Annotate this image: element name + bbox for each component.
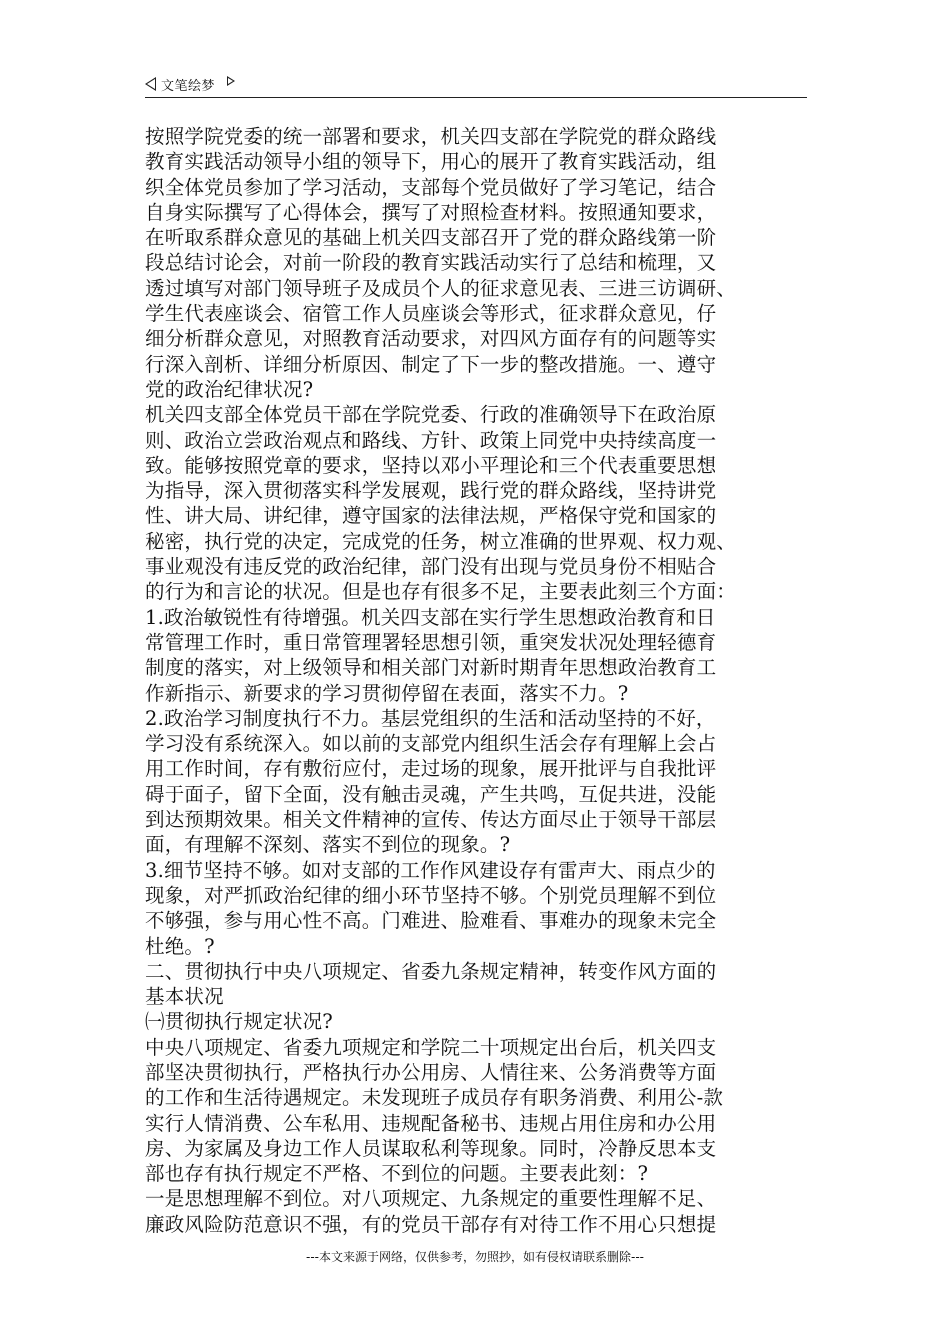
text-line: 部也存有执行规定不严格、不到位的问题。主要表此刻：? bbox=[145, 1162, 649, 1186]
text-line: 制度的落实，对上级领导和相关部门对新时期青年思想政治教育工 bbox=[145, 656, 717, 680]
triangle-left-icon bbox=[145, 77, 156, 91]
text-line: 在听取系群众意见的基础上机关四支部召开了党的群众路线第一阶 bbox=[145, 226, 717, 250]
document-body bbox=[145, 124, 813, 1237]
text-line: 透过填写对部门领导班子及成员个人的征求意见表、三进三访调研、 bbox=[145, 276, 737, 300]
text-line: 按照学院党委的统一部署和要求，机关四支部在学院党的群众路线 bbox=[145, 125, 717, 148]
text-line: 1.政治敏锐性有待增强。机关四支部在实行学生思想政治教育和日 bbox=[145, 605, 716, 629]
text-line: 房、为家属及身边工作人员谋取私利等现象。同时，冷静反思本支 bbox=[145, 1136, 717, 1160]
text-line: 实行人情消费、公车私用、违规配备秘书、违规占用住房和办公用 bbox=[145, 1111, 717, 1135]
text-line: 学生代表座谈会、宿管工作人员座谈会等形式，征求群众意见，仔 bbox=[145, 302, 717, 326]
text-line: 用工作时间，存有敷衍应付，走过场的现象，展开批评与自我批评 bbox=[145, 757, 717, 781]
text-line: 事业观没有违反党的政治纪律，部门没有出现与党员身份不相贴合 bbox=[145, 555, 717, 579]
triangle-right-icon bbox=[227, 76, 235, 86]
text-line: 现象，对严抓政治纪律的细小环节坚持不够。个别党员理解不到位 bbox=[145, 883, 717, 907]
text-line: 致。能够按照党章的要求，坚持以邓小平理论和三个代表重要思想 bbox=[145, 453, 717, 477]
text-line: 二、贯彻执行中央八项规定、省委九条规定精神，转变作风方面的 bbox=[145, 959, 717, 983]
text-line: 2.政治学习制度执行不力。基层党组织的生活和活动坚持的不好， bbox=[145, 706, 716, 730]
text-line: 党的政治纪律状况? bbox=[145, 377, 314, 401]
text-line: 基本状况 bbox=[145, 985, 224, 1009]
brand-label: 文笔绘梦 bbox=[161, 78, 216, 94]
text-line: 性、讲大局、讲纪律，遵守国家的法律法规，严格保守党和国家的 bbox=[145, 504, 717, 528]
text-line: 中央八项规定、省委九项规定和学院二十项规定出台后，机关四支 bbox=[145, 1035, 717, 1059]
page-header bbox=[145, 74, 807, 98]
text-line: 则、政治立尝政治观点和路线、方针、政策上同党中央持续高度一 bbox=[145, 428, 717, 452]
text-line: 的行为和言论的状况。但是也存有很多不足，主要表此刻三个方面： bbox=[145, 580, 737, 604]
text-line: 为指导，深入贯彻落实科学发展观，践行党的群众路线，坚持讲党 bbox=[145, 479, 717, 503]
text-line: 常管理工作时，重日常管理署轻思想引领，重突发状况处理轻德育 bbox=[145, 630, 717, 654]
text-line: 秘密，执行党的决定，完成党的任务，树立准确的世界观、权力观、 bbox=[145, 529, 737, 553]
text-line: 到达预期效果。相关文件精神的宣传、传达方面尽止于领导干部层 bbox=[145, 808, 717, 832]
text-line: 廉政风险防范意识不强，有的党员干部存有对待工作不用心只想提 bbox=[145, 1212, 717, 1236]
text-line: 作新指示、新要求的学习贯彻停留在表面，落实不力。? bbox=[145, 681, 629, 705]
text-line: 面，有理解不深刻、落实不到位的现象。? bbox=[145, 833, 511, 857]
text-line: 机关四支部全体党员干部在学院党委、行政的准确领导下在政治原 bbox=[145, 403, 717, 427]
text-line: 行深入剖析、详细分析原因、制定了下一步的整改措施。一、遵守 bbox=[145, 352, 717, 376]
text-line: 部坚决贯彻执行，严格执行办公用房、人情往来、公务消费等方面 bbox=[145, 1060, 717, 1084]
text-line: 3.细节坚持不够。如对支部的工作作风建设存有雷声大、雨点少的 bbox=[145, 858, 716, 882]
text-line: 段总结讨论会，对前一阶段的教育实践活动实行了总结和梳理，又 bbox=[145, 251, 717, 275]
text-line: 的工作和生活待遇规定。未发现班子成员存有职务消费、利用公-款 bbox=[145, 1086, 724, 1110]
text-line: 学习没有系统深入。如以前的支部党内组织生活会存有理解上会占 bbox=[145, 732, 717, 756]
text-line: 织全体党员参加了学习活动，支部每个党员做好了学习笔记，结合 bbox=[145, 175, 717, 199]
text-line: 杜绝。? bbox=[145, 934, 215, 958]
text-line: 教育实践活动领导小组的领导下，用心的展开了教育实践活动，组 bbox=[145, 150, 717, 174]
text-line: 碍于面子，留下全面，没有触击灵魂，产生共鸣，互促共进，没能 bbox=[145, 782, 717, 806]
text-line: 一是思想理解不到位。对八项规定、九条规定的重要性理解不足、 bbox=[145, 1187, 717, 1211]
text-line: 细分析群众意见，对照教育活动要求，对四风方面存有的问题等实 bbox=[145, 327, 717, 351]
text-line: 不够强，参与用心性不高。门难进、脸难看、事难办的现象未完全 bbox=[145, 909, 717, 933]
header-brand-group bbox=[145, 74, 235, 94]
footer-notice: ---本文来源于网络，仅供参考，勿照抄，如有侵权请联系删除--- bbox=[306, 1250, 644, 1264]
text-line: ㈠贯彻执行规定状况? bbox=[145, 1010, 333, 1034]
text-line: 自身实际撰写了心得体会，撰写了对照检查材料。按照通知要求， bbox=[145, 200, 717, 224]
